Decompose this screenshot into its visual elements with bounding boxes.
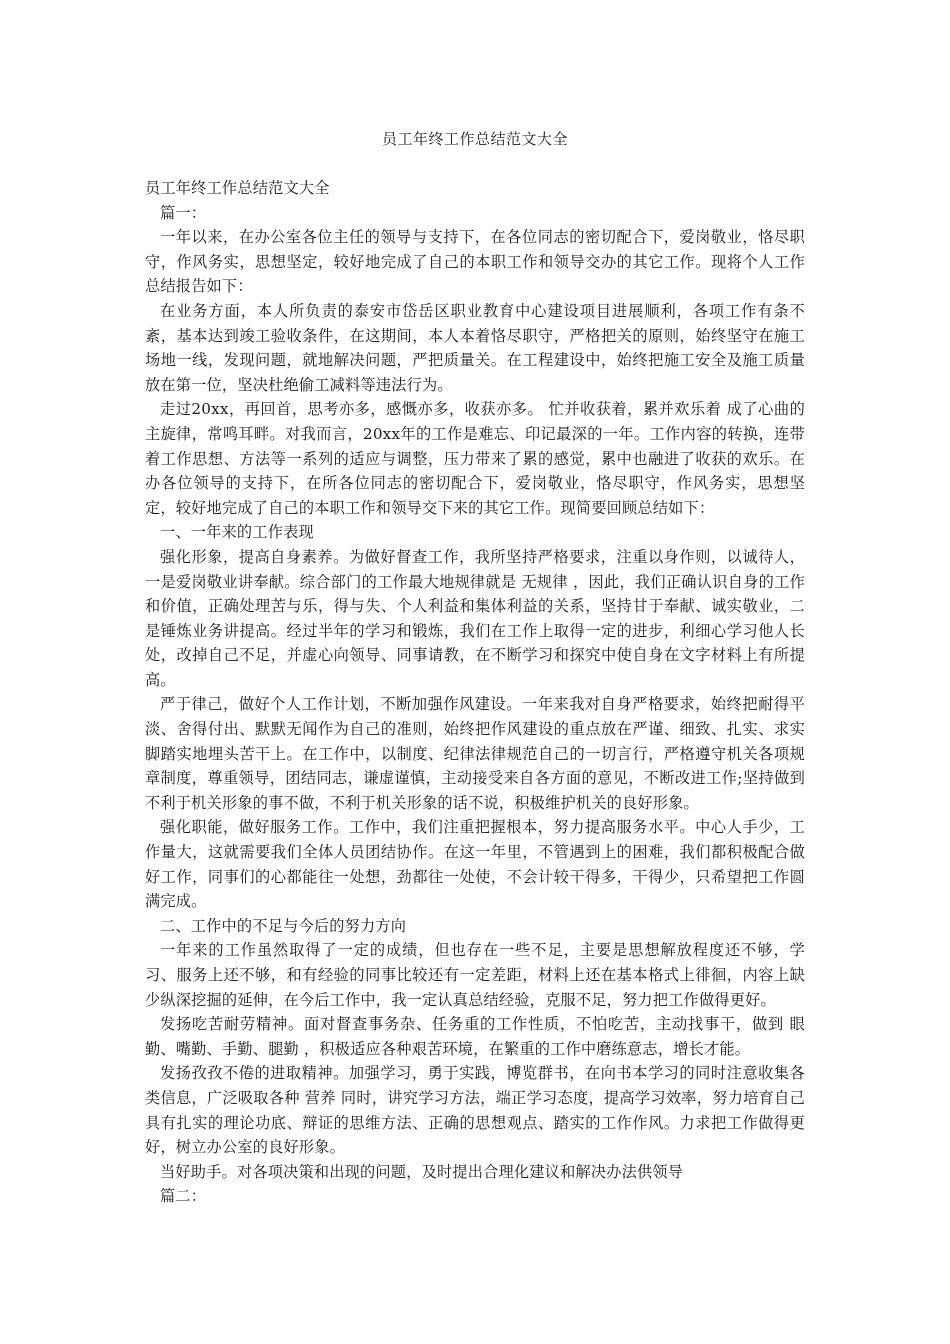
- body-paragraph: 强化职能，做好服务工作。工作中，我们注重把握根本，努力提高服务水平。中心人手少，工作量大，这就需要我们全体人员团结协作。在这一年里，不管遇到上的困难，我们都积极配合做好工作，同事们的心都能往一处想，劲都往一处使，不会计较干得多，干得少，只希望把工作圆满完成。: [145, 818, 805, 911]
- body-paragraph: 一年来的工作虽然取得了一定的成绩，但也存在一些不足，主要是思想解放程度还不够，学习、服务上还不够，和有经验的同事比较还有一定差距，材料上还在基本格式上徘徊，内容上缺少纵深挖掘的延伸，在今后工作中，我一定认真总结经验，克服不足，努力把工作做得更好。: [145, 941, 805, 1009]
- section-heading-part-one: 篇一：: [160, 203, 207, 222]
- document-title: 员工年终工作总结范文大全: [381, 130, 568, 148]
- section-heading-shortcomings: 二、工作中的不足与今后的努力方向: [160, 916, 407, 935]
- body-paragraph: 强化形象，提高自身素养。为做好督查工作，我所坚持严格要求，注重以身作则，以诚待人，一是爱岗敬业讲奉献。综合部门的工作最大地规律就是 无规律 ，因此，我们正确认识自身的工作和价值，正确处理苦与乐，得与失、个人利益和集体利益的关系，坚持甘于奉献、诚实敬业，二是锤炼业务讲提高。经过半年的学习和锻炼，我们在工作上取得一定的进步，利细心学习他人长处，改掉自己不足，并虚心向领导、同事请教，在不断学习和探究中使自身在文字材料上有所提高。: [145, 547, 805, 689]
- body-paragraph: 在业务方面，本人所负责的泰安市岱岳区职业教育中心建设项目进展顺利，各项工作有条不紊，基本达到竣工验收条件，在这期间，本人本着恪尽职守，严格把关的原则，始终坚守在施工场地一线，发现问题，就地解决问题，严把质量关。在工程建设中，始终把施工安全及施工质量放在第一位，坚决杜绝偷工减料等违法行为。: [145, 301, 805, 394]
- body-paragraph: 走过20xx，再回首，思考亦多，感慨亦多，收获亦多。 忙并收获着，累并欢乐着 成了心曲的主旋律，常鸣耳畔。对我而言，20xx年的工作是难忘、印记最深的一年。工作内容的转换，连带着工作思想、方法等一系列的适应与调整，压力带来了累的感觉，累中也融进了收获的欢乐。在办各位领导的支持下，在所各位同志的密切配合下，爱岗敬业，恪尽职守，作风务实，思想坚定，较好地完成了自己的本职工作和领导交下来的其它工作。现简要回顾总结如下：: [145, 400, 805, 517]
- subtitle-paragraph: 员工年终工作总结范文大全: [145, 179, 330, 197]
- section-heading-part-two: 篇二：: [160, 1187, 207, 1206]
- body-paragraph: 一年以来，在办公室各位主任的领导与支持下，在各位同志的密切配合下，爱岗敬业，恪尽职守，作风务实，思想坚定，较好地完成了自己的本职工作和领导交办的其它工作。现将个人工作总结报告如下：: [145, 228, 805, 296]
- document-body: [145, 176, 805, 1209]
- body-paragraph: 严于律己，做好个人工作计划，不断加强作风建设。一年来我对自身严格要求，始终把耐得平淡、舍得付出、默默无闻作为自己的准则，始终把作风建设的重点放在严谨、细致、扎实、求实脚踏实地埋头苦干上。在工作中，以制度、纪律法律规范自己的一切言行，严格遵守机关各项规章制度，尊重领导，团结同志，谦虚谨慎，主动接受来自各方面的意见，不断改进工作;坚持做到不利于机关形象的事不做，不利于机关形象的话不说，积极维护机关的良好形象。: [145, 695, 805, 812]
- section-heading-work-performance: 一、一年来的工作表现: [160, 523, 314, 542]
- body-paragraph: 发扬吃苦耐劳精神。面对督查事务杂、任务重的工作性质，不怕吃苦，主动找事干，做到 眼勤、嘴勤、手勤、腿勤 ，积极适应各种艰苦环境，在繁重的工作中磨练意志，增长才能。: [145, 1015, 805, 1058]
- body-paragraph: 发扬孜孜不倦的进取精神。加强学习，勇于实践，博览群书，在向书本学习的同时注意收集各类信息，广泛吸取各种 营养 同时，讲究学习方法，端正学习态度，提高学习效率，努力培育自己具有扎实的理论功底、辩证的思维方法、正确的思想观点、踏实的工作作风。力求把工作做得更好，树立办公室的良好形象。: [145, 1064, 805, 1157]
- body-paragraph: 当好助手。对各项决策和出现的问题，及时提出合理化建议和解决办法供领导: [160, 1162, 684, 1181]
